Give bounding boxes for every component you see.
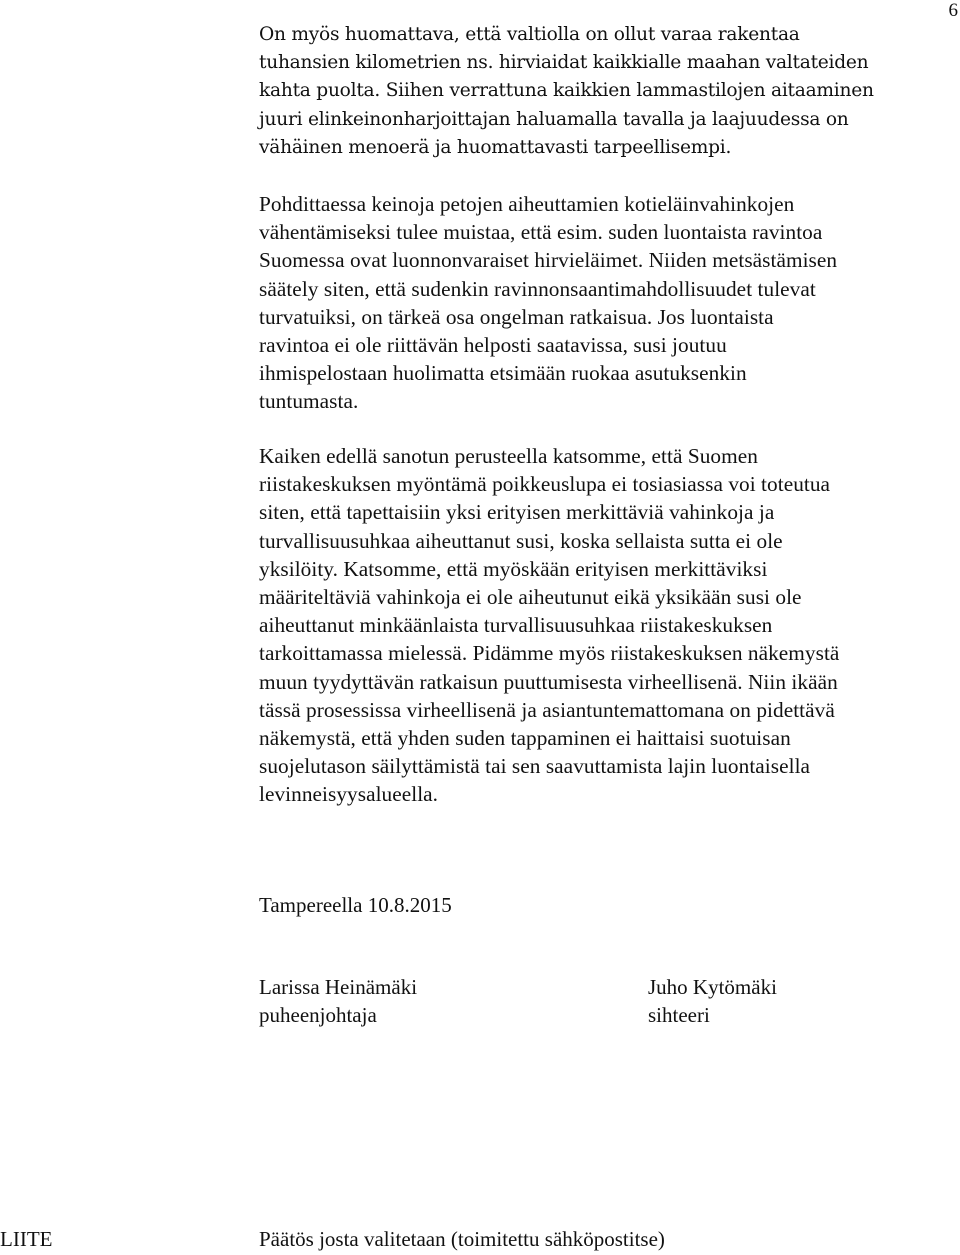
place-and-date: Tampereella 10.8.2015	[259, 893, 452, 917]
signature-block-secretary	[648, 973, 777, 1029]
signature-block-chair	[259, 973, 417, 1029]
page-number: 6	[948, 0, 958, 21]
signer-role: sihteeri	[648, 1003, 710, 1027]
attachment-label: LIITE	[0, 1227, 53, 1251]
attachment-description: Päätös josta valitetaan (toimitettu sähköpostitse)	[259, 1227, 665, 1251]
signer-name: Larissa Heinämäki	[259, 975, 418, 999]
paragraph-fence-costs: On myös huomattava, että valtiolla on ollut varaa rakentaa tuhansien kilometrien ns. hirviaidat kaikkialle maahan valtateiden kahta puolta. Siihen verrattuna kaikkien lammastilojen aitaaminen juuri elinkeinonharjoittajan haluamalla tavalla ja laajuudessa on vähäinen menoerä ja huomattavasti tarpeellisempi.	[259, 24, 874, 158]
signer-role: puheenjohtaja	[259, 1003, 377, 1027]
paragraph-conclusion: Kaiken edellä sanotun perusteella katsomme, että Suomen riistakeskuksen myöntämä poikkeuslupa ei tosiasiassa voi toteutua siten, että tapettaisiin yksi erityisen merkittäviä vahinkoja ja turvallisuusuhkaa aiheuttanut susi, koska sellaista sutta ei ole yksilöity. Katsomme, että myöskään erityisen merkittäviksi määriteltäviä vahinkoja ei ole aiheutunut eikä yksikään susi ole aiheuttanut minkäänlaista turvallisuusuhkaa riistakeskuksen tarkoittamassa mielessä. Pidämme myös riistakeskuksen näkemystä muun tyydyttävän ratkaisun puuttumisesta virheellisenä. Niin ikään tässä prosessissa virheellisenä ja asiantuntemattomana on pidettävä näkemystä, että yhden suden tappaminen ei haittaisi suotuisan suojelutason säilyttämistä tai sen saavuttamista lajin luontaisella levinneisyysalueella.	[259, 444, 840, 807]
signer-name: Juho Kytömäki	[648, 975, 777, 999]
paragraph-wolf-prey: Pohdittaessa keinoja petojen aiheuttamien kotieläinvahinkojen vähentämiseksi tulee muistaa, että esim. suden luontaista ravintoa Suomessa ovat luonnonvaraiset hirvieläimet. Niiden metsästämisen säätely siten, että sudenkin ravinnonsaantimahdollisuudet tulevat turvatuiksi, on tärkeä osa ongelman ratkaisua. Jos luontaista ravintoa ei ole riittävän helposti saatavissa, susi joutuu ihmispelostaan huolimatta etsimään ruokaa asutuksenkin tuntumasta.	[259, 192, 838, 414]
